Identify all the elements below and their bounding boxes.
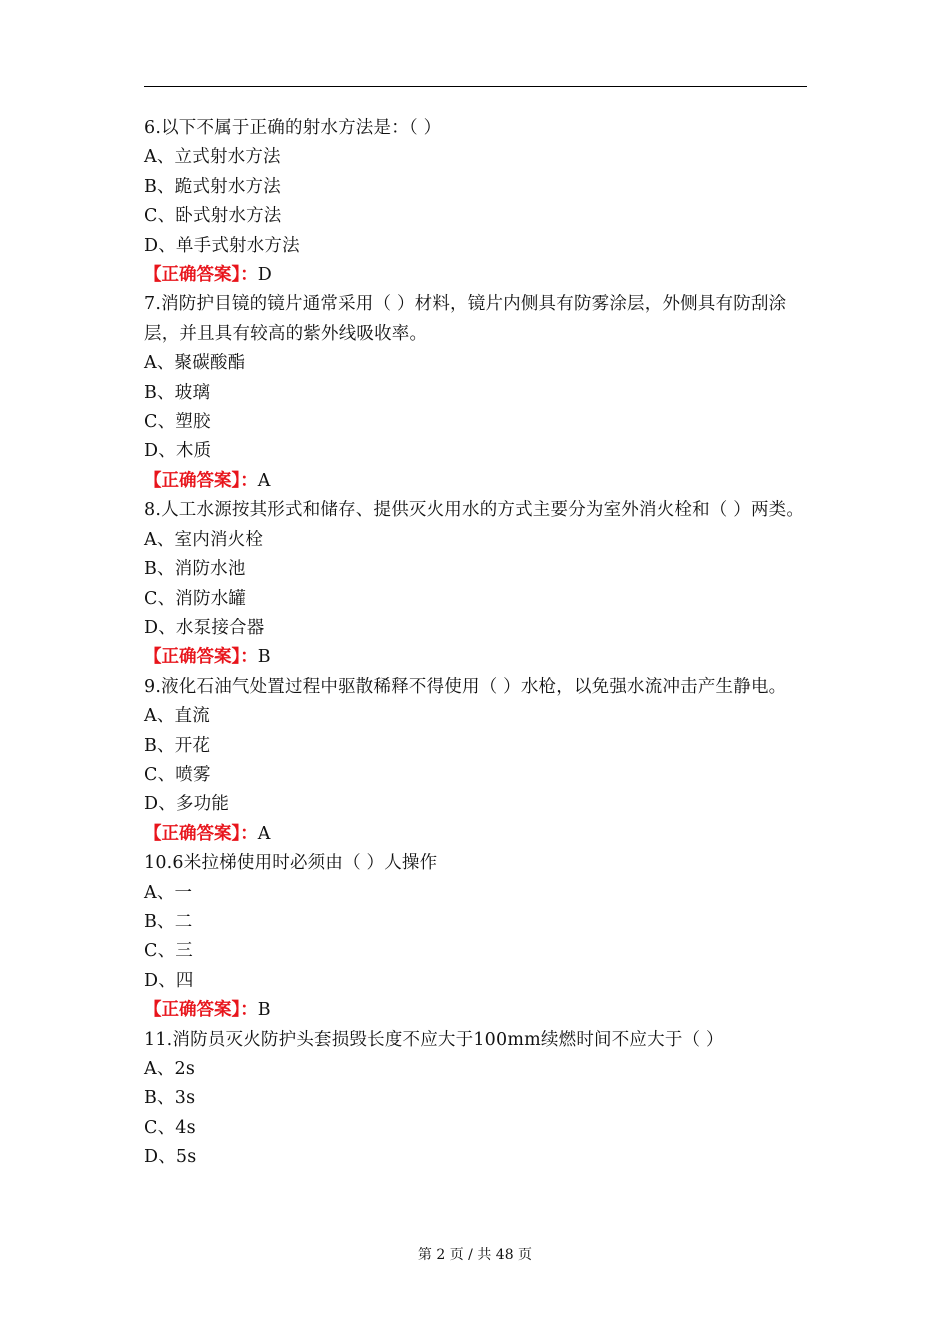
- option-a: A、立式射水方法: [144, 147, 281, 168]
- option-a: A、室内消火栓: [144, 529, 264, 550]
- option-d: D、5s: [144, 1147, 197, 1168]
- option-c: C、消防水罐: [144, 588, 247, 609]
- question-text: 10.6米拉梯使用时必须由（ ）人操作: [144, 853, 438, 874]
- answer-label: 【正确答案】：: [144, 647, 258, 668]
- header-rule: [144, 86, 807, 87]
- answer-label: 【正确答案】：: [144, 265, 258, 286]
- question-text: 11.消防员灭火防护头套损毁长度不应大于100mm续燃时间不应大于（ ）: [144, 1029, 724, 1050]
- option-d: D、多功能: [144, 794, 230, 815]
- question-block: [144, 290, 809, 496]
- correct-answer: [144, 996, 809, 1025]
- option-c: C、三: [144, 941, 193, 962]
- option-c: C、4s: [144, 1117, 196, 1138]
- question-block: [144, 1026, 809, 1173]
- answer-value: D: [257, 265, 272, 286]
- correct-answer: [144, 261, 809, 290]
- question-block: [144, 496, 809, 672]
- answer-value: A: [257, 823, 271, 844]
- question-text: 9.液化石油气处置过程中驱散稀释不得使用（ ）水枪，以免强水流冲击产生静电。: [144, 676, 787, 697]
- option-d: D、单手式射水方法: [144, 235, 300, 256]
- question-text: 8.人工水源按其形式和储存、提供灭火用水的方式主要分为室外消火栓和（ ）两类。: [144, 500, 805, 521]
- answer-label: 【正确答案】：: [144, 1000, 258, 1021]
- question-block: [144, 849, 809, 1025]
- option-d: D、水泵接合器: [144, 617, 265, 638]
- option-d: D、四: [144, 970, 194, 991]
- answer-value: B: [257, 647, 271, 668]
- option-d: D、木质: [144, 441, 212, 462]
- answer-label: 【正确答案】：: [144, 823, 258, 844]
- option-b: B、跪式射水方法: [144, 176, 281, 197]
- correct-answer: [144, 820, 809, 849]
- option-b: B、消防水池: [144, 559, 246, 580]
- option-c: C、喷雾: [144, 764, 211, 785]
- answer-value: A: [257, 470, 271, 491]
- option-a: A、一: [144, 882, 193, 903]
- option-b: B、玻璃: [144, 382, 211, 403]
- option-b: B、二: [144, 911, 193, 932]
- option-c: C、塑胶: [144, 412, 211, 433]
- question-text: 7.消防护目镜的镜片通常采用（ ）材料，镜片内侧具有防雾涂层，外侧具有防刮涂层，并且具有较高的紫外线吸收率。: [144, 294, 787, 344]
- option-c: C、卧式射水方法: [144, 206, 282, 227]
- option-a: A、2s: [144, 1059, 196, 1079]
- correct-answer: [144, 467, 809, 496]
- option-a: A、直流: [144, 706, 210, 727]
- page-footer: 第 2 页 / 共 48 页: [417, 1247, 533, 1263]
- answer-label: 【正确答案】：: [144, 470, 258, 491]
- option-a: A、聚碳酸酯: [144, 353, 246, 374]
- answer-value: B: [257, 1000, 271, 1021]
- question-text: 6.以下不属于正确的射水方法是：（ ）: [144, 118, 442, 138]
- option-b: B、3s: [144, 1088, 196, 1109]
- option-b: B、开花: [144, 735, 211, 756]
- question-block: [144, 114, 809, 290]
- question-block: [144, 673, 809, 849]
- question-list: [144, 114, 809, 1173]
- correct-answer: [144, 643, 809, 672]
